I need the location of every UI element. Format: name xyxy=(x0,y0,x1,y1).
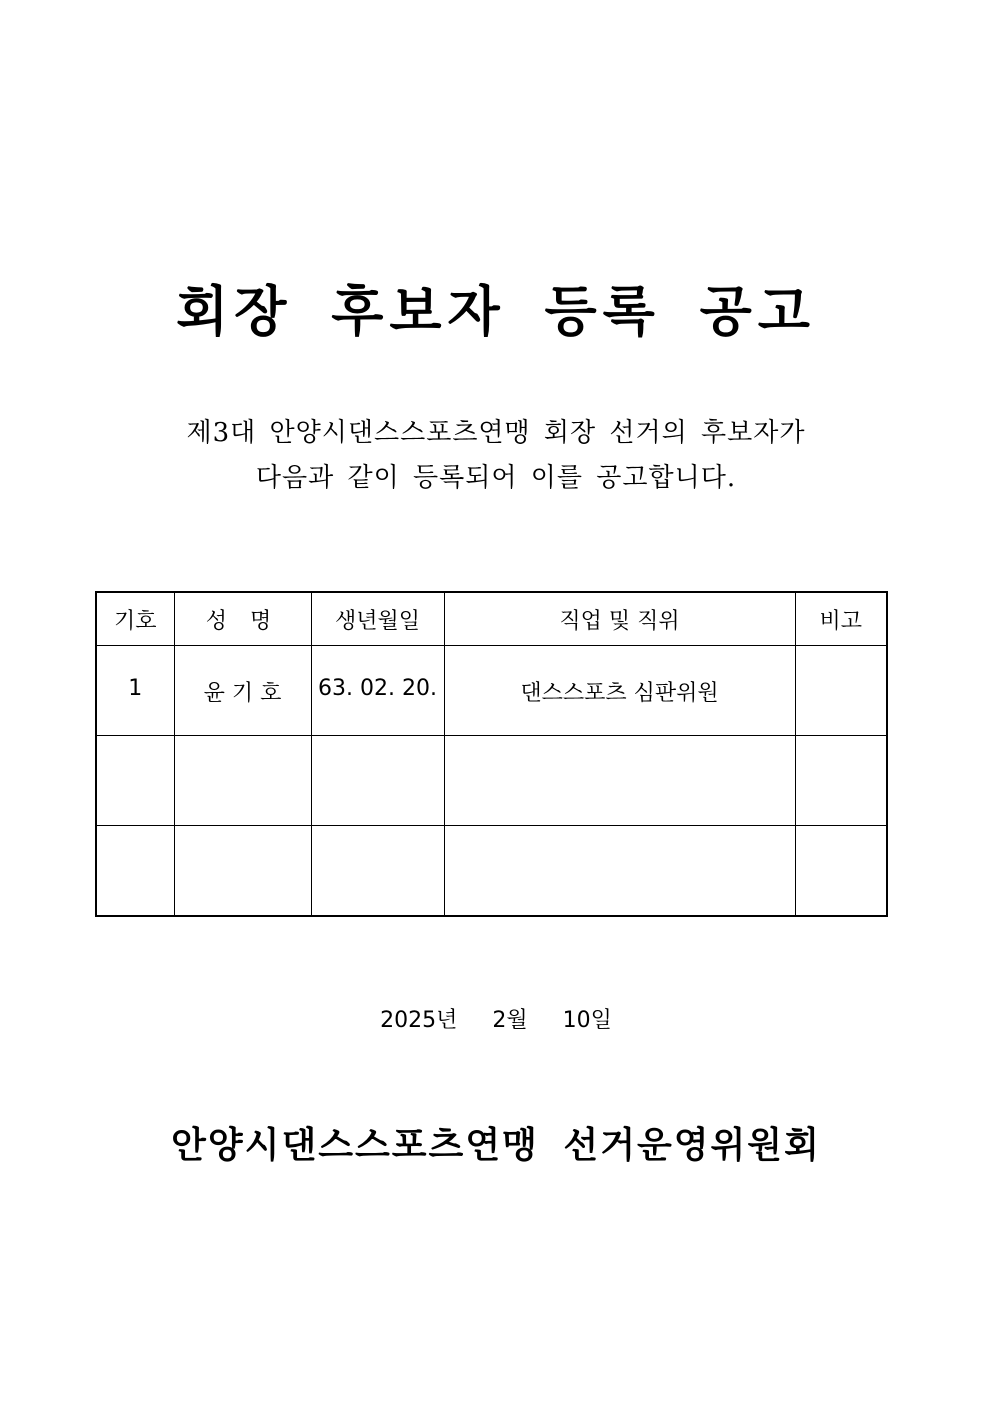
empty-cell xyxy=(795,826,887,916)
header-number: 기호 xyxy=(96,592,174,646)
header-name: 성 명 xyxy=(174,592,311,646)
header-remarks: 비고 xyxy=(795,592,887,646)
cell-number: 1 xyxy=(96,646,174,736)
header-birth: 생년월일 xyxy=(311,592,444,646)
page-title: 회장 후보자 등록 공고 xyxy=(176,279,816,343)
intro-line-1: 제3대 안양시댄스스포츠연맹 회장 선거의 후보자가 xyxy=(186,418,806,448)
empty-cell xyxy=(174,826,311,916)
empty-cell xyxy=(311,736,444,826)
cell-occupation: 댄스스포츠 심판위원 xyxy=(444,646,795,736)
table-header-row xyxy=(96,592,887,646)
empty-cell xyxy=(174,736,311,826)
table-row xyxy=(96,646,887,736)
empty-cell xyxy=(444,826,795,916)
empty-cell xyxy=(444,736,795,826)
candidate-table xyxy=(95,591,888,917)
date-year: 2025년 xyxy=(380,1008,458,1033)
date-month: 2월 xyxy=(492,1008,528,1033)
table-row-empty xyxy=(96,736,887,826)
cell-remarks xyxy=(795,646,887,736)
empty-cell xyxy=(96,736,174,826)
intro-line-2: 다음과 같이 등록되어 이를 공고합니다. xyxy=(255,463,737,493)
date-day: 10일 xyxy=(562,1008,612,1033)
cell-name: 윤 기 호 xyxy=(174,646,311,736)
table-row-empty xyxy=(96,826,887,916)
empty-cell xyxy=(795,736,887,826)
header-occupation: 직업 및 직위 xyxy=(444,592,795,646)
cell-birth: 63. 02. 20. xyxy=(311,646,444,736)
notice-date xyxy=(0,1006,992,1036)
empty-cell xyxy=(311,826,444,916)
issuer-name: 안양시댄스스포츠연맹 선거운영위원회 xyxy=(171,1124,821,1166)
empty-cell xyxy=(96,826,174,916)
